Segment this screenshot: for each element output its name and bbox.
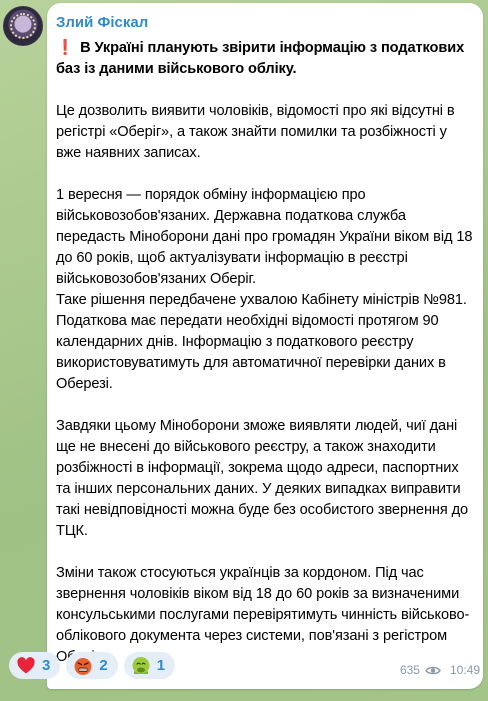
message-meta bbox=[400, 663, 480, 677]
message-time: 10:49 bbox=[449, 663, 480, 677]
sender-name[interactable]: Злий Фіскал bbox=[56, 14, 149, 31]
channel-avatar[interactable] bbox=[3, 6, 43, 46]
reaction-count: 1 bbox=[156, 657, 166, 674]
nauseated-face-icon bbox=[131, 656, 151, 676]
paragraph-5: Зміни також стосуються українців за кордоном. Під час звернення чоловіків віком від 18 до 60 років за визначеними консульськими послугами перевірятимуть чинність військово-облікового документа через системи, пов'язані з регістром bbox=[56, 565, 470, 644]
angry-face-icon bbox=[73, 656, 93, 676]
avatar-emblem bbox=[10, 13, 36, 39]
eye-icon bbox=[425, 665, 441, 676]
reaction-heart[interactable] bbox=[9, 652, 60, 679]
reactions-bar bbox=[9, 652, 175, 679]
headline-text: В Україні планують звірити інформацію з податкових баз із даними військового обліку. bbox=[56, 40, 465, 77]
view-count: 635 bbox=[399, 663, 420, 677]
paragraph-2: 1 вересня — порядок обміну інформацією про військовозобов'язаних. Державна податкова служба передасть Міноборони дані про громадян України віком від 18 до 60 років, щоб актуалізувати інформацію в реєстрі військовозобов'язаних Оберіг. bbox=[56, 187, 473, 287]
message-text bbox=[56, 38, 473, 668]
exclamation-icon: ❗ bbox=[56, 40, 75, 56]
reaction-count: 2 bbox=[99, 657, 108, 674]
message-bubble bbox=[47, 3, 483, 689]
red-heart-icon bbox=[16, 656, 36, 676]
reaction-nauseated[interactable] bbox=[124, 652, 175, 679]
message-headline bbox=[56, 38, 473, 80]
reaction-count: 3 bbox=[42, 657, 51, 674]
reaction-angry[interactable] bbox=[66, 652, 117, 679]
paragraph-1: Це дозволить виявити чоловіків, відомості про які відсутні в регістрі «Оберіг», а також знайти помилки та розбіжності у вже наявних записах. bbox=[56, 103, 455, 161]
paragraph-4: Завдяки цьому Міноборони зможе виявляти людей, чиї дані ще не внесені до військового реєстру, а також знаходити розбіжності в інформації, зокрема щодо адреси, паспортних та інших персональних даних. У деяких випадках виправити такі невідповідності можна буде без особистого звернення до ТЦК. bbox=[56, 418, 469, 539]
paragraph-3: Таке рішення передбачене ухвалою Кабінету міністрів №981. Податкова має передати необхідні відомості протягом 90 календарних днів. Інформацію з податкового реєстру використовуватимуть для автоматичної перевірки даних в Оберезі. bbox=[56, 292, 467, 392]
